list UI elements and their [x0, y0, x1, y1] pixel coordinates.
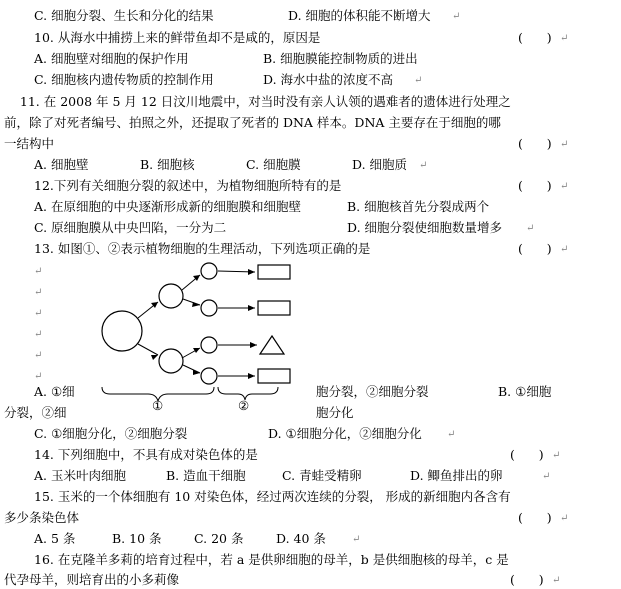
label-circled-1: ① [152, 398, 164, 413]
q15-option-a: A. 5 条 [34, 531, 76, 546]
q15-option-b: B. 10 条 [112, 531, 162, 546]
q11-option-a: A. 细胞壁 [34, 157, 89, 172]
paragraph-mark: ↵ [34, 287, 43, 298]
q13-option-a-right2: 胞分化 [316, 405, 354, 420]
paragraph-mark: ↵ [447, 429, 456, 440]
q10-option-c: C. 细胞核内遗传物质的控制作用 [34, 72, 214, 87]
q12-option-d: D. 细胞分裂使细胞数量增多 [347, 220, 503, 235]
paragraph-mark: ↵ [552, 575, 561, 586]
q12-option-b: B. 细胞核首先分裂成两个 [347, 199, 490, 214]
q9-option-c: C. 细胞分裂、生长和分化的结果 [34, 8, 214, 23]
q13-option-a-left1: A. ①细 [34, 384, 75, 399]
mother-cell [102, 311, 142, 351]
q12-stem: 12.下列有关细胞分裂的叙述中，为植物细胞所特有的是 [34, 178, 342, 193]
paragraph-mark: ↵ [560, 181, 569, 192]
paragraph-mark: ↵ [352, 534, 361, 545]
q10-option-b: B. 细胞膜能控制物质的进出 [263, 51, 418, 66]
q10-stem: 10. 从海水中捕捞上来的鲜带鱼却不是咸的，原因是 [34, 30, 321, 45]
q13-answer-paren: ( ) [518, 241, 552, 256]
q11-stem-line1: 11. 在 2008 年 5 月 12 日汶川地震中，对当时没有亲人认领的遇难者的遗体进行处理之 [4, 94, 511, 109]
q10-option-d: D. 海水中盐的浓度不高 [263, 72, 394, 87]
q12-option-a: A. 在原细胞的中央逐渐形成新的细胞膜和细胞壁 [34, 199, 301, 214]
q14-option-b: B. 造血干细胞 [166, 468, 246, 483]
paragraph-mark: ↵ [560, 33, 569, 44]
q13-option-a-right1: 胞分裂，②细胞分裂 [316, 384, 429, 399]
paragraph-mark: ↵ [34, 350, 43, 361]
daughter-cell-lower [159, 349, 183, 373]
q12-option-c: C. 原细胞膜从中央凹陷，一分为二 [34, 220, 227, 235]
q15-option-c: C. 20 条 [194, 531, 244, 546]
q15-stem-line1: 15. 玉米的一个体细胞有 10 对染色体，经过两次连续的分裂， 形成的新细胞内各含有 [34, 489, 511, 504]
q11-option-d: D. 细胞质 [352, 157, 408, 172]
paragraph-mark: ↵ [414, 75, 423, 86]
q14-option-d: D. 鲫鱼排出的卵 [410, 468, 503, 483]
differentiated-cell-rect-3 [258, 369, 290, 383]
differentiated-cell-rect-2 [258, 301, 290, 315]
q14-option-c: C. 青蛙受精卵 [282, 468, 362, 483]
paragraph-mark: ↵ [34, 266, 43, 277]
paragraph-mark: ↵ [526, 223, 535, 234]
paragraph-mark: ↵ [34, 371, 43, 382]
q13-option-c: C. ①细胞分化，②细胞分裂 [34, 426, 188, 441]
q16-stem-line1: 16. 在克隆羊多莉的培育过程中，若 a 是供卵细胞的母羊，b 是供细胞核的母羊，c 是 [34, 552, 509, 567]
q13-option-a-left2: 分裂，②细 [4, 405, 67, 420]
q10-option-a: A. 细胞壁对细胞的保护作用 [34, 51, 189, 66]
paragraph-mark: ↵ [560, 513, 569, 524]
small-cell-3 [201, 337, 217, 353]
small-cell-2 [201, 300, 217, 316]
q13-option-b-start: B. ①细胞 [498, 384, 552, 399]
q10-answer-paren: ( ) [518, 30, 552, 45]
small-cell-4 [201, 368, 217, 384]
paragraph-mark: ↵ [542, 471, 551, 482]
q16-stem-line2: 代孕母羊，则培育出的小多莉像 [4, 572, 180, 587]
q15-answer-paren: ( ) [518, 510, 552, 525]
q11-stem-line2: 前，除了对死者编号、拍照之外，还提取了死者的 DNA 样本。DNA 主要存在于细胞的哪 [4, 115, 501, 130]
paragraph-mark: ↵ [452, 11, 461, 22]
paragraph-mark: ↵ [560, 139, 569, 150]
q9-option-d: D. 细胞的体积能不断增大 [288, 8, 431, 23]
q13-stem: 13. 如图①、②表示植物细胞的生理活动，下列选项正确的是 [34, 241, 371, 256]
label-circled-2: ② [238, 398, 250, 413]
q15-stem-line2: 多少条染色体 [4, 510, 80, 525]
q11-option-c: C. 细胞膜 [246, 157, 301, 172]
q15-option-d: D. 40 条 [276, 531, 326, 546]
paragraph-mark: ↵ [419, 160, 428, 171]
q12-answer-paren: ( ) [518, 178, 552, 193]
differentiated-cell-rect-1 [258, 265, 290, 279]
q13-option-d: D. ①细胞分化，②细胞分化 [268, 426, 422, 441]
q14-option-a: A. 玉米叶肉细胞 [34, 468, 126, 483]
q14-stem: 14. 下列细胞中，不具有成对染色体的是 [34, 447, 258, 462]
paragraph-mark: ↵ [552, 450, 561, 461]
small-cell-1 [201, 263, 217, 279]
q16-answer-paren: ( ) [510, 572, 544, 587]
daughter-cell-upper [159, 284, 183, 308]
q11-answer-paren: ( ) [518, 136, 552, 151]
paragraph-mark: ↵ [34, 329, 43, 340]
q11-stem-line3: 一结构中 [4, 136, 55, 151]
paragraph-mark: ↵ [560, 244, 569, 255]
q14-answer-paren: ( ) [510, 447, 544, 462]
differentiated-cell-triangle [260, 336, 284, 354]
paragraph-mark: ↵ [34, 308, 43, 319]
q11-option-b: B. 细胞核 [140, 157, 195, 172]
